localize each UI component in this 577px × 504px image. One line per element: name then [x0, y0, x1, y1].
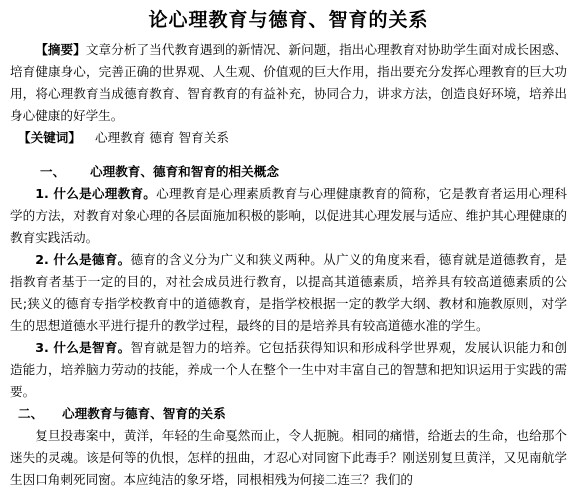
abstract-paragraph — [10, 39, 567, 127]
keywords-label: 【关键词】 — [18, 130, 81, 145]
section-1-number: 一、 — [40, 164, 66, 179]
item-2-paragraph — [10, 249, 567, 337]
item-1-lead: 1. 什么是心理教育。 — [35, 186, 157, 201]
item-2-text: 德育的含义分为广义和狭义两种。从广义的角度来看，德育就是道德教育，是指教育者基于一定的目的，对社会成员进行教育，以提高其道德素质，培养具有较高道德素质的公民;狭义的德育专指学校教育中的道德教育，是指学校根据一定的教学大纲、教材和施教原则，对学生的思想道德水平进行提升的教学过程，最终的目的是培养具有较高道德水准的学生。 — [10, 252, 567, 333]
body-paragraph-1: 复旦投毒案中，黄洋，年轻的生命戛然而止，令人扼腕。相同的痛惜，给逝去的生命，也给那个迷失的灵魂。该是何等的仇恨，怎样的扭曲，才忍心对同窗下此毒手？刚送别复旦黄洋，又见南航学生因口角刺死同窗。本应纯洁的象牙塔，同根相残为何接二连三？我们的 — [10, 428, 567, 487]
keywords-terms: 心理教育 德育 智育关系 — [94, 130, 229, 145]
document-title: 论心理教育与德育、智育的关系 — [148, 9, 429, 31]
abstract-label: 【摘要】 — [35, 42, 86, 57]
item-1-text: 心理教育是心理素质教育与心理健康教育的简称，它是教育者运用心理科学的方法，对教育对象心理的各层面施加积极的影响，以促进其心理发展与适应、维护其心理健康的教育实践活动。 — [10, 186, 568, 245]
item-1-paragraph — [10, 183, 567, 249]
spacer — [10, 149, 567, 161]
section-heading-1 — [10, 161, 567, 183]
item-3-lead: 3. 什么是智育。 — [35, 340, 131, 355]
item-3-paragraph — [10, 337, 567, 403]
section-2-title: 心理教育与德育、智育的关系 — [62, 406, 226, 421]
item-3-text: 智育就是智力的培养。它包括获得知识和形成科学世界观，发展认识能力和创造能力，培养脑力劳动的技能，养成一个人在整个一生中对丰富自己的智慧和把知识运用于实践的需要。 — [10, 340, 567, 399]
section-2-number: 二、 — [18, 406, 44, 421]
item-2-lead: 2. 什么是德育。 — [35, 252, 131, 267]
section-heading-2 — [10, 403, 567, 425]
keywords-row — [10, 127, 567, 149]
section-1-title: 心理教育、德育和智育的相关概念 — [90, 164, 279, 179]
abstract-text: 文章分析了当代教育遇到的新情况、新问题，指出心理教育对协助学生面对成长困惑、培育健康身心，完善正确的世界观、人生观、价值观的巨大作用，指出要充分发挥心理教育的巨大功用，将心理教育当成德育教育、智育教育的有益补充，协同合力，讲求方法，创造良好环境，培养出身心健康的好学生。 — [10, 42, 568, 123]
